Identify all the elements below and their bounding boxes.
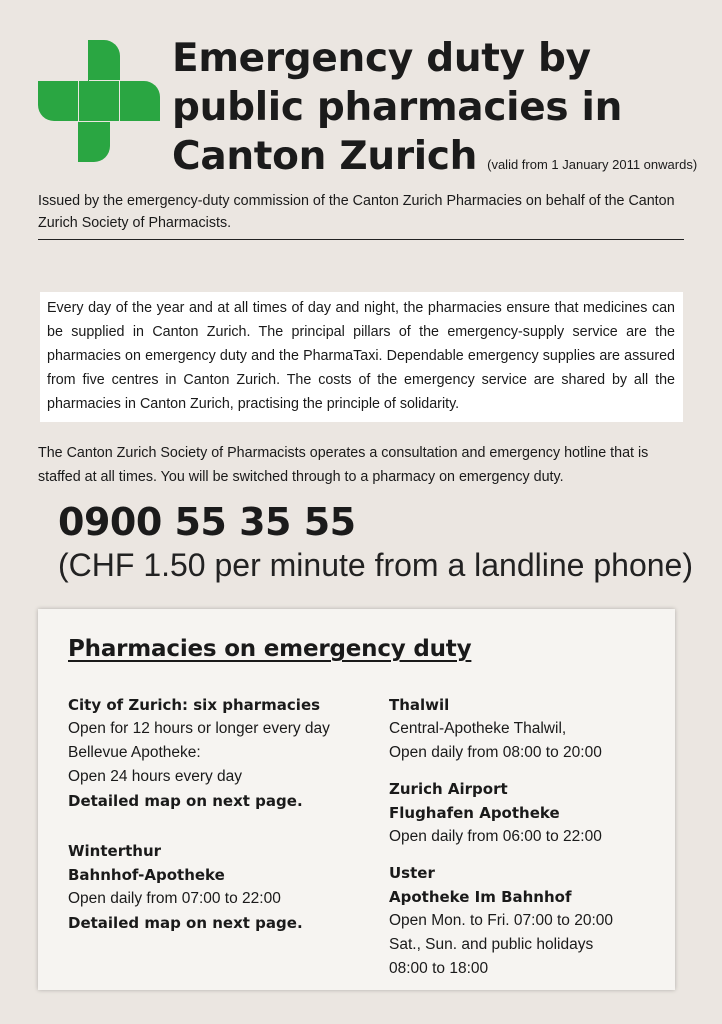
hotline-phone-number: 0900 55 35 55 — [58, 500, 356, 544]
zurich-section — [68, 693, 368, 813]
uster-weekday-hours: Open Mon. to Fri. 07:00 to 20:00 — [389, 912, 614, 929]
thalwil-section — [389, 693, 669, 765]
winterthur-section — [68, 839, 368, 935]
page-title — [172, 34, 702, 189]
issued-by-text: Issued by the emergency-duty commission of the Canton Zurich Pharmacies on behalf of the Canton Zurich Society of Pharmacists. — [38, 193, 675, 231]
title-line-3: Canton Zurich — [172, 134, 478, 179]
divider — [38, 239, 684, 240]
winterthur-heading: Winterthur — [68, 842, 162, 860]
airport-section — [389, 777, 669, 849]
zurich-bellevue-hours: Open 24 hours every day — [68, 768, 243, 785]
pharmacies-card — [38, 609, 675, 990]
airport-hours: Open daily from 06:00 to 22:00 — [389, 828, 602, 845]
hotline-description: The Canton Zurich Society of Pharmacists operates a consultation and emergency hotline that is staffed at all times. You will be switched through to a pharmacy on emergency duty. — [38, 445, 649, 485]
pharmacies-title: Pharmacies on emergency duty — [68, 636, 472, 662]
zurich-hours: Open for 12 hours or longer every day — [68, 720, 330, 737]
winterthur-pharmacy-name: Bahnhof-Apotheke — [68, 866, 225, 884]
thalwil-heading: Thalwil — [389, 696, 450, 714]
validity-note: (valid from 1 January 2011 onwards) — [487, 157, 698, 172]
zurich-map-note: Detailed map on next page. — [68, 792, 303, 810]
airport-heading: Zurich Airport — [389, 780, 508, 798]
zurich-bellevue: Bellevue Apotheke: — [68, 744, 201, 761]
green-cross-icon — [38, 40, 160, 162]
left-column — [68, 693, 368, 935]
winterthur-hours: Open daily from 07:00 to 22:00 — [68, 890, 281, 907]
thalwil-hours: Open daily from 08:00 to 20:00 — [389, 744, 602, 761]
thalwil-pharmacy-name: Central-Apotheke Thalwil, — [389, 720, 567, 737]
uster-weekend-hours: 08:00 to 18:00 — [389, 960, 489, 977]
title-line-2: public pharmacies in — [172, 85, 623, 130]
right-column — [389, 693, 669, 981]
zurich-heading: City of Zurich: six pharmacies — [68, 696, 321, 714]
winterthur-map-note: Detailed map on next page. — [68, 914, 303, 932]
title-line-1: Emergency duty by — [172, 36, 591, 81]
hotline-cost: (CHF 1.50 per minute from a landline phone) — [58, 547, 693, 583]
uster-heading: Uster — [389, 864, 435, 882]
uster-weekend-label: Sat., Sun. and public holidays — [389, 936, 594, 953]
intro-paragraph: Every day of the year and at all times of day and night, the pharmacies ensure that medicines can be supplied in Canton Zurich. The principal pillars of the emergency-supply service are the pharmacies on emergency duty and the PharmaTaxi. Dependable emergency supplies are assured from five centres in Canton Zurich. The costs of the emergency service are shared by all the pharmacies in Canton Zurich, practising the principle of solidarity. — [40, 292, 683, 422]
airport-pharmacy-name: Flughafen Apotheke — [389, 804, 560, 822]
uster-section — [389, 861, 669, 981]
uster-pharmacy-name: Apotheke Im Bahnhof — [389, 888, 572, 906]
